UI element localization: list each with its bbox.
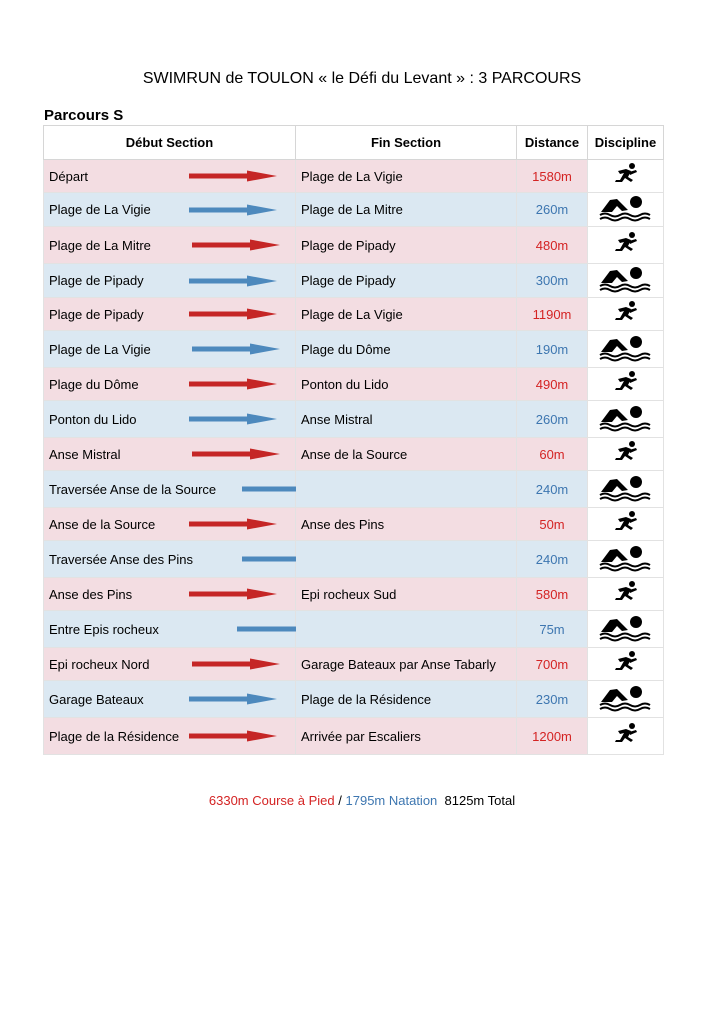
total-swim: 1795m Natation — [345, 793, 438, 808]
table-row — [44, 193, 664, 227]
totals-summary — [0, 793, 724, 808]
table-row — [44, 227, 664, 264]
section-end — [296, 193, 517, 227]
swimmer-icon — [598, 403, 654, 436]
section-discipline — [588, 368, 664, 401]
section-start-label: Entre Epis rocheux — [49, 621, 159, 637]
section-start-label: Anse des Pins — [49, 586, 133, 602]
section-discipline — [588, 298, 664, 331]
section-start — [44, 160, 296, 193]
table-row — [44, 718, 664, 755]
runner-icon — [611, 370, 641, 399]
swimmer-icon — [598, 473, 654, 506]
section-start-label: Epi rocheux Nord — [49, 656, 150, 672]
section-discipline — [588, 401, 664, 438]
runner-icon — [611, 650, 641, 679]
runner-icon — [611, 440, 641, 469]
run-arrow-icon — [189, 518, 277, 530]
table-row — [44, 401, 664, 438]
section-distance: 300m — [517, 264, 588, 298]
section-end — [296, 648, 517, 681]
section-discipline — [588, 160, 664, 193]
section-start-label: Plage de Pipady — [49, 273, 144, 288]
total-separator: / — [338, 793, 342, 808]
section-distance: 1200m — [517, 718, 588, 755]
run-arrow-icon — [189, 588, 277, 600]
total-overall: 8125m Total — [444, 793, 516, 808]
section-end-label: Epi rocheux Sud — [301, 586, 397, 602]
swim-arrow-icon — [192, 343, 280, 355]
section-distance: 260m — [517, 193, 588, 227]
section-end — [296, 401, 517, 438]
table-row — [44, 648, 664, 681]
section-end — [296, 718, 517, 755]
page-title: SWIMRUN de TOULON « le Défi du Levant » : 3 PARCOURS — [142, 70, 582, 87]
section-start-label: Plage de La Vigie — [49, 341, 151, 357]
section-start — [44, 648, 296, 681]
section-start-label: Anse Mistral — [49, 446, 121, 462]
runner-icon — [611, 231, 641, 260]
table-row — [44, 298, 664, 331]
table-row — [44, 438, 664, 471]
total-run: 6330m Course à Pied — [208, 793, 335, 808]
table-row — [44, 681, 664, 718]
header-start: Début Section — [44, 126, 296, 160]
runner-icon — [611, 300, 641, 329]
run-arrow-icon — [192, 658, 280, 670]
swimmer-icon — [598, 543, 654, 576]
section-end-label: Anse des Pins — [301, 516, 385, 532]
section-end-label: Anse Mistral — [301, 411, 373, 427]
table-header-row — [44, 126, 664, 160]
section-start — [44, 331, 296, 368]
swim-arrow-icon — [189, 693, 277, 705]
course-table — [43, 125, 664, 755]
table-row — [44, 611, 664, 648]
section-discipline — [588, 331, 664, 368]
section-end-label: Plage de La Vigie — [301, 168, 403, 184]
section-start-label: Traversée Anse de la Source — [49, 481, 217, 497]
section-end — [296, 611, 517, 648]
swimmer-icon — [598, 193, 654, 226]
section-discipline — [588, 227, 664, 264]
section-start-label: Plage de Pipady — [49, 306, 144, 322]
run-arrow-icon — [189, 378, 277, 390]
section-end — [296, 471, 517, 508]
section-end — [296, 438, 517, 471]
section-start-label: Plage de la Résidence — [49, 728, 180, 744]
table-row — [44, 264, 664, 298]
section-distance: 1190m — [517, 298, 588, 331]
section-start — [44, 578, 296, 611]
section-distance: 700m — [517, 648, 588, 681]
swim-arrow-icon — [189, 204, 277, 216]
section-start — [44, 541, 296, 578]
section-distance: 1580m — [517, 160, 588, 193]
section-start-label: Plage du Dôme — [49, 376, 139, 392]
section-start-label: Garage Bateaux — [49, 691, 144, 707]
section-discipline — [588, 193, 664, 227]
section-discipline — [588, 438, 664, 471]
section-start — [44, 611, 296, 648]
section-distance: 190m — [517, 331, 588, 368]
runner-icon — [611, 510, 641, 539]
table-row — [44, 331, 664, 368]
header-discipline: Discipline — [588, 126, 664, 160]
section-distance: 75m — [517, 611, 588, 648]
run-arrow-icon — [189, 308, 277, 320]
section-distance: 240m — [517, 541, 588, 578]
section-start — [44, 298, 296, 331]
section-start — [44, 508, 296, 541]
section-end-label: Arrivée par Escaliers — [301, 728, 421, 744]
section-start — [44, 471, 296, 508]
section-discipline — [588, 681, 664, 718]
run-arrow-icon — [189, 170, 277, 182]
table-row — [44, 541, 664, 578]
section-end-label: Ponton du Lido — [301, 376, 389, 392]
section-start-label: Plage de La Vigie — [49, 202, 151, 217]
section-end-label: Plage de Pipady — [301, 237, 396, 253]
table-row — [44, 368, 664, 401]
swimmer-icon — [598, 264, 654, 297]
section-end — [296, 541, 517, 578]
runner-icon — [611, 722, 641, 751]
section-end-label: Anse de la Source — [301, 446, 408, 462]
swimmer-icon — [598, 613, 654, 646]
section-end-label: Plage du Dôme — [301, 341, 391, 357]
header-end: Fin Section — [296, 126, 517, 160]
section-end — [296, 264, 517, 298]
section-distance: 60m — [517, 438, 588, 471]
section-start — [44, 264, 296, 298]
table-row — [44, 578, 664, 611]
run-arrow-icon — [192, 448, 280, 460]
section-start — [44, 193, 296, 227]
section-start — [44, 438, 296, 471]
swimmer-icon — [598, 333, 654, 366]
section-discipline — [588, 611, 664, 648]
section-start — [44, 681, 296, 718]
header-distance: Distance — [517, 126, 588, 160]
section-end — [296, 227, 517, 264]
section-start-label: Plage de La Mitre — [49, 237, 151, 253]
section-end-label: Plage de La Vigie — [301, 306, 403, 322]
section-end-label: Garage Bateaux par Anse Tabarly — [301, 656, 496, 672]
swimmer-icon — [598, 683, 654, 716]
run-arrow-icon — [189, 730, 277, 742]
section-end — [296, 578, 517, 611]
section-start — [44, 718, 296, 755]
section-distance: 50m — [517, 508, 588, 541]
section-discipline — [588, 264, 664, 298]
section-end — [296, 331, 517, 368]
section-distance: 260m — [517, 401, 588, 438]
section-end — [296, 508, 517, 541]
table-row — [44, 508, 664, 541]
section-start — [44, 401, 296, 438]
section-start-label: Ponton du Lido — [49, 411, 137, 427]
section-end — [296, 681, 517, 718]
section-end-label: Plage de la Résidence — [301, 691, 432, 707]
swim-arrow-icon — [189, 413, 277, 425]
runner-icon — [611, 162, 641, 191]
section-discipline — [588, 471, 664, 508]
section-discipline — [588, 578, 664, 611]
section-discipline — [588, 541, 664, 578]
table-row — [44, 160, 664, 193]
run-arrow-icon — [192, 239, 280, 251]
section-start — [44, 227, 296, 264]
swim-arrow-icon — [189, 275, 277, 287]
section-distance: 580m — [517, 578, 588, 611]
section-discipline — [588, 718, 664, 755]
table-row — [44, 471, 664, 508]
section-end — [296, 160, 517, 193]
course-subtitle: Parcours S — [44, 107, 124, 124]
section-distance: 480m — [517, 227, 588, 264]
section-start-label: Anse de la Source — [49, 516, 156, 532]
section-end — [296, 368, 517, 401]
section-distance: 230m — [517, 681, 588, 718]
section-discipline — [588, 648, 664, 681]
section-start — [44, 368, 296, 401]
section-end-label: Plage de La Mitre — [301, 202, 403, 217]
section-distance: 240m — [517, 471, 588, 508]
section-start-label: Traversée Anse des Pins — [49, 551, 194, 567]
runner-icon — [611, 580, 641, 609]
section-start-label: Départ — [49, 168, 89, 184]
section-distance: 490m — [517, 368, 588, 401]
section-discipline — [588, 508, 664, 541]
section-end-label: Plage de Pipady — [301, 273, 396, 288]
section-end — [296, 298, 517, 331]
